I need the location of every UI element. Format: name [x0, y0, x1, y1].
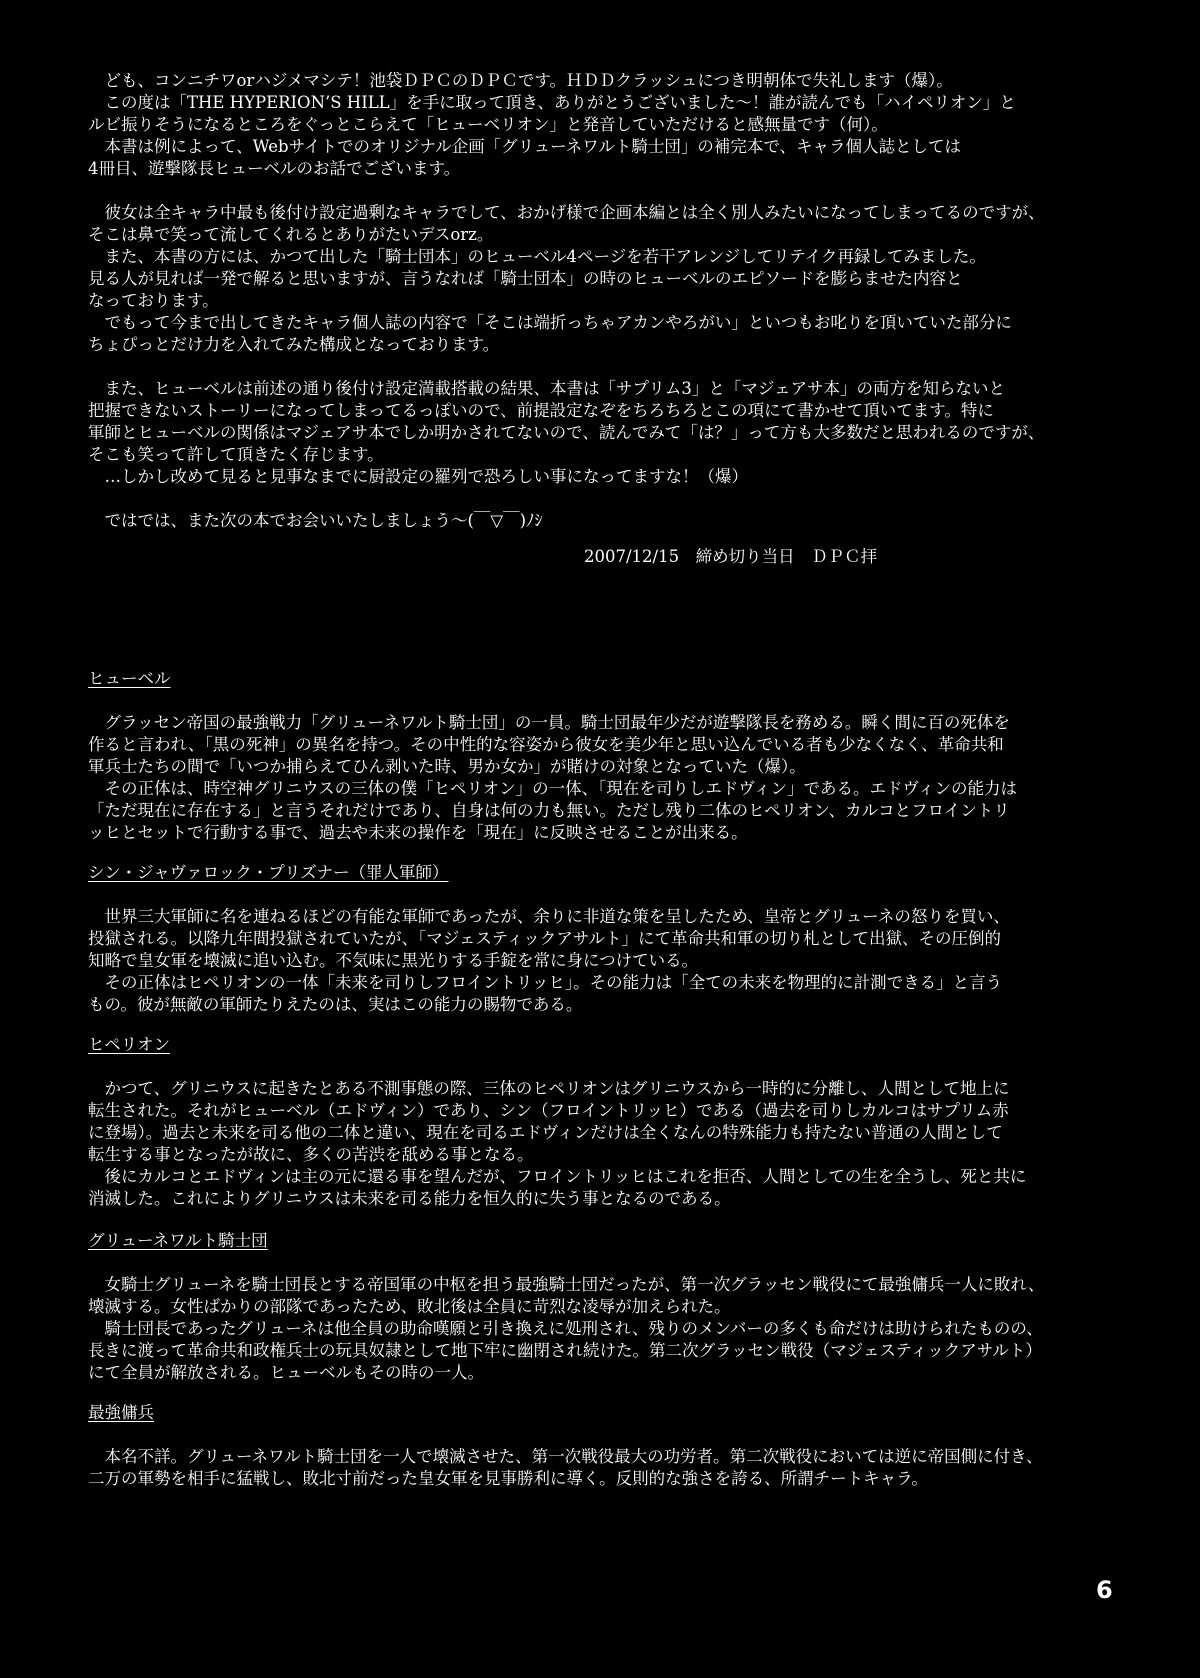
afterword-line: この度は「THE HYPERION’S HILL」を手に取って頂き、ありがとうございました〜！誰が読んでも「ハイペリオン」と: [88, 93, 1016, 112]
afterword-line: 4冊目、遊撃隊長ヒューベルのお話でございます。: [88, 159, 461, 178]
section-line: に登場）。過去と未来を司る他の二体と違い、現在を司るエドヴィンだけは全くなんの特殊能力も持たない普通の人間として: [88, 1123, 1003, 1142]
afterword-line: 本書は例によって、Webサイトでのオリジナル企画「グリューネワルト騎士団」の補完本で、キャラ個人誌としては: [88, 137, 961, 156]
section-line: 後にカルコとエドヴィンは主の元に還る事を望んだが、フロイントリッヒはこれを拒否、人間としての生を全うし、死と共に: [88, 1167, 1027, 1186]
section-line: 転生された。それがヒューベル（エドヴィン）であり、シン（フロイントリッヒ）である（過去を司りしカルコはサプリム赤: [88, 1101, 1009, 1120]
section-line: 二万の軍勢を相手に猛戦し、敗北寸前だった皇女軍を見事勝利に導く。反則的な強さを誇る、所謂チートキャラ。: [88, 1469, 928, 1488]
afterword-line: ではでは、また次の本でお会いいたしましょう〜(￣▽￣)ﾉｼ: [88, 511, 543, 530]
section-line: その正体はヒペリオンの一体「未来を司りしフロイントリッヒ」。その能力は「全ての未来を物理的に計測できる」と言う: [88, 973, 1003, 992]
afterword-line: ども、コンニチワorハジメマシテ！池袋ＤＰＣのＤＰＣです。ＨＤＤクラッシュにつき明朝体で失礼します（爆）。: [88, 71, 953, 90]
afterword-line: 軍師とヒューベルの関係はマジェアサ本でしか明かされてないので、読んでみて「は？」って方も大多数だと思われるのですが、: [88, 423, 1045, 442]
section-line: 騎士団長であったグリューネは他全員の助命嘆願と引き換えに処刑され、残りのメンバーの多くも命だけは助けられたものの、: [88, 1319, 1043, 1338]
section-line: 壊滅する。女性ばかりの部隊であったため、敗北後は全員に苛烈な凌辱が加えられた。: [88, 1297, 731, 1316]
section-line: 軍兵士たちの間で「いつか捕らえてひん剥いた時、男か女か」が賭けの対象となっていた（爆）。: [88, 757, 806, 776]
afterword-line: そこは鼻で笑って流してくれるとありがたいデスorz。: [88, 225, 494, 244]
section-line: 長きに渡って革命共和政権兵士の玩具奴隷として地下牢に幽閉され続けた。第二次グラッセン戦役（マジェスティックアサルト）: [88, 1341, 1042, 1360]
section-heading: ヒペリオン: [88, 1035, 171, 1054]
afterword-line: でもって今まで出してきたキャラ個人誌の内容で「そこは端折っちゃアカンやろがい」といつもお叱りを頂いていた部分に: [88, 313, 1012, 332]
section-heading: グリューネワルト騎士団: [88, 1231, 268, 1250]
afterword-line: なっております。: [88, 291, 219, 310]
section-line: もの。彼が無敵の軍師たりえたのは、実はこの能力の賜物である。: [88, 995, 583, 1014]
page-number: 6: [1096, 1576, 1113, 1604]
afterword-line: ちょぴっとだけ力を入れてみた構成となっております。: [88, 335, 500, 354]
afterword-line: また、本書の方には、かつて出した「騎士団本」のヒューベル4ページを若干アレンジしてリテイク再録してみました。: [88, 247, 986, 266]
section-line: 作ると言われ、「黒の死神」の異名を持つ。その中性的な容姿から彼女を美少年と思い込んでいる者も少なくなく、革命共和: [88, 735, 1004, 754]
section-line: その正体は、時空神グリニウスの三体の僕「ヒペリオン」の一体、「現在を司りしエドヴィン」である。エドヴィンの能力は: [88, 779, 1017, 798]
section-line: 女騎士グリューネを騎士団長とする帝国軍の中枢を担う最強騎士団だったが、第一次グラッセン戦役にて最強傭兵一人に敗れ、: [88, 1275, 1045, 1294]
section-line: かつて、グリニウスに起きたとある不測事態の際、三体のヒペリオンはグリニウスから一時的に分離し、人間として地上に: [88, 1079, 1010, 1098]
section-line: 消滅した。これによりグリニウスは未来を司る能力を恒久的に失う事となるのである。: [88, 1189, 731, 1208]
afterword-line: …しかし改めて見ると見事なまでに厨設定の羅列で恐ろしい事になってますな！（爆）: [88, 467, 748, 486]
section-heading: ヒューベル: [88, 669, 171, 688]
afterword-line: 見る人が見れば一発で解ると思いますが、言うなれば「騎士団本」の時のヒューベルのエピソードを膨らませた内容と: [88, 269, 963, 288]
section-heading: シン・ジャヴァロック・プリズナー（罪人軍師）: [88, 863, 449, 882]
section-line: 世界三大軍師に名を連ねるほどの有能な軍師であったが、余りに非道な策を呈したため、皇帝とグリューネの怒りを買い、: [88, 907, 1010, 926]
afterword-line: ルビ振りそうになるところをぐっとこらえて「ヒューベリオン」と発音していただけると感無量です（何）。: [88, 115, 888, 134]
section-line: 本名不詳。グリューネワルト騎士団を一人で壊滅させた、第一次戦役最大の功労者。第二次戦役においては逆に帝国側に付き、: [88, 1447, 1043, 1466]
afterword-signature: 2007/12/15 締め切り当日 ＤＰＣ拝: [584, 547, 878, 566]
section-line: 「ただ現在に存在する」と言うそれだけであり、自身は何の力も無い。ただし残り二体のヒペリオン、カルコとフロイントリ: [88, 801, 1010, 820]
afterword-line: 彼女は全キャラ中最も後付け設定過剰なキャラでして、おかげ様で企画本編とは全く別人みたいになってしまってるのですが、: [88, 203, 1045, 222]
section-line: 投獄される。以降九年間投獄されていたが、「マジェスティックアサルト」にて革命共和軍の切り札として出獄、その圧倒的: [88, 929, 1001, 948]
afterword-line: 把握できないストーリーになってしまってるっぽいので、前提設定なぞをちろちろとこの項にて書かせて頂いてます。特に: [88, 401, 994, 420]
section-line: グラッセン帝国の最強戦力「グリューネワルト騎士団」の一員。騎士団最年少だが遊撃隊長を務める。瞬く間に百の死体を: [88, 713, 1010, 732]
section-line: ッヒとセットで行動する事で、過去や未来の操作を「現在」に反映させることが出来る。: [88, 823, 748, 842]
afterword-line: そこも笑って許して頂きたく存じます。: [88, 445, 384, 464]
afterword-line: また、ヒューベルは前述の通り後付け設定満載搭載の結果、本書は「サプリム3」と「マジェアサ本」の両方を知らないと: [88, 379, 1006, 398]
section-line: 知略で皇女軍を壊滅に追い込む。不気味に黒光りする手錠を常に身につけている。: [88, 951, 699, 970]
section-heading: 最強傭兵: [88, 1403, 154, 1422]
section-line: 転生する事となったが故に、多くの苦渋を舐める事となる。: [88, 1145, 534, 1164]
section-line: にて全員が解放される。ヒューベルもその時の一人。: [88, 1363, 484, 1382]
